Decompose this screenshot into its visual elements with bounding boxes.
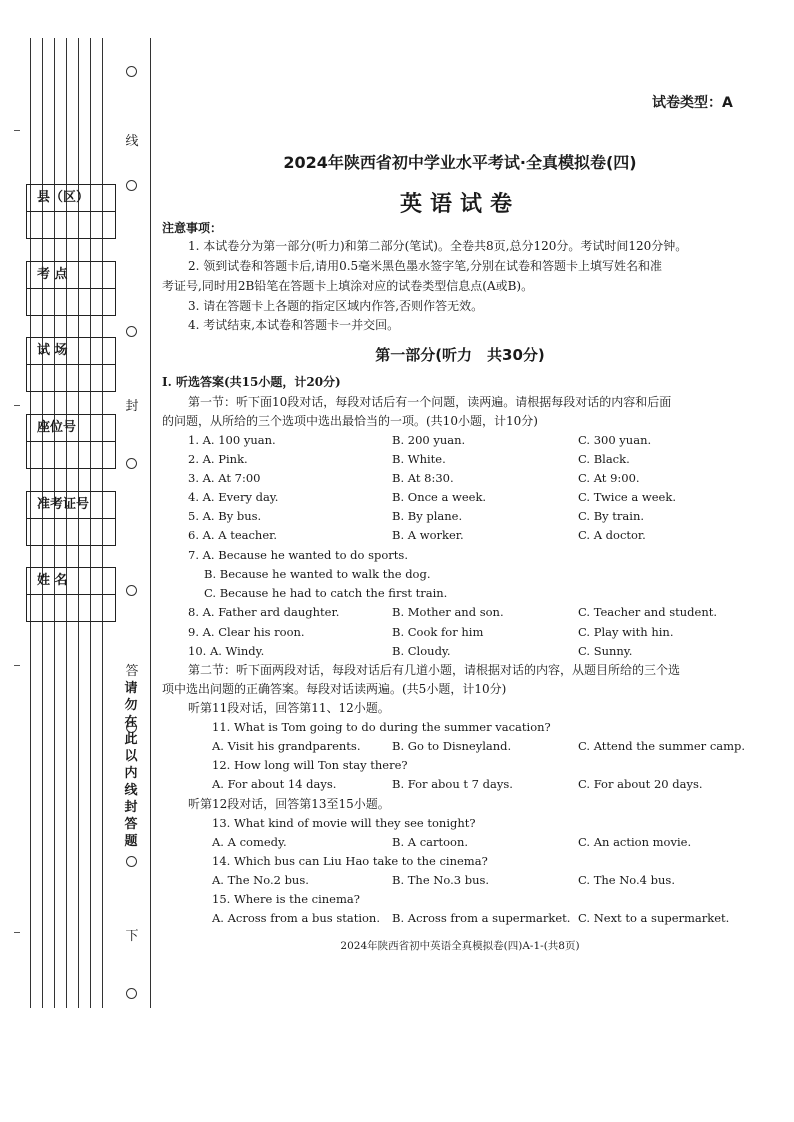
label-text: 姓 名 bbox=[37, 573, 68, 588]
option-a[interactable]: 10. A. Windy. bbox=[188, 644, 265, 658]
field-label bbox=[27, 492, 115, 519]
binding-hole bbox=[126, 585, 137, 596]
page-footer: 2024年陕西省初中英语全真模拟卷(四)A-1-(共8页) bbox=[340, 940, 580, 952]
field-input-box[interactable] bbox=[27, 442, 115, 468]
option-c[interactable]: C. 300 yuan. bbox=[578, 433, 652, 447]
field-label bbox=[27, 338, 115, 365]
option-b[interactable]: B. At 8:30. bbox=[392, 471, 454, 485]
note-item: 2. 领到试卷和答题卡后,请用0.5毫米黑色墨水签字笔,分别在试卷和答题卡上填写姓名和准 bbox=[188, 259, 662, 273]
field-name bbox=[26, 567, 116, 622]
option-b[interactable]: B. A cartoon. bbox=[392, 835, 469, 849]
binding-warning: 请 勿 在 此 以 内 线 封 答 题 bbox=[124, 681, 138, 849]
binding-line-mark: 线 bbox=[125, 134, 139, 149]
option-c[interactable]: C. At 9:00. bbox=[578, 471, 640, 485]
option-a[interactable]: 8. A. Father ard daughter. bbox=[188, 605, 340, 619]
field-label bbox=[27, 262, 115, 289]
option-c[interactable]: C. By train. bbox=[578, 509, 645, 523]
option-a[interactable]: A. A comedy. bbox=[212, 835, 287, 849]
part1-title: 第一部分(听力 共30分) bbox=[375, 346, 545, 364]
option-b[interactable]: B. Once a week. bbox=[392, 490, 487, 504]
option-c[interactable]: C. Black. bbox=[578, 452, 630, 466]
option-a[interactable]: 4. A. Every day. bbox=[188, 490, 279, 504]
option-b[interactable]: B. By plane. bbox=[392, 509, 463, 523]
binding-hole bbox=[126, 988, 137, 999]
question-stem: 12. How long will Ton stay there? bbox=[212, 758, 408, 772]
field-label bbox=[27, 185, 115, 212]
option-a[interactable]: 7. A. Because he wanted to do sports. bbox=[188, 548, 408, 562]
section1-instructions: 的问题，从所给的三个选项中选出最恰当的一项。(共10小题，计10分) bbox=[162, 414, 538, 428]
label-text: 试 场 bbox=[37, 343, 68, 358]
option-b[interactable]: B. A worker. bbox=[392, 528, 464, 542]
label-text: 县（区） bbox=[37, 190, 90, 205]
option-b[interactable]: B. Go to Disneyland. bbox=[392, 739, 512, 753]
section2-instructions: 第二节：听下面两段对话，每段对话后有几道小题，请根据对话的内容，从题目所给的三个选 bbox=[188, 663, 681, 677]
option-c[interactable]: C. Attend the summer camp. bbox=[578, 739, 746, 753]
binding-hole bbox=[126, 180, 137, 191]
option-c[interactable]: C. Next to a supermarket. bbox=[578, 911, 730, 925]
field-seat-number bbox=[26, 414, 116, 469]
option-c[interactable]: C. Twice a week. bbox=[578, 490, 676, 504]
option-c[interactable]: C. An action movie. bbox=[578, 835, 692, 849]
section2-instructions: 项中选出问题的正确答案。每段对话读两遍。(共5小题，计10分) bbox=[162, 682, 507, 696]
question-stem: 13. What kind of movie will they see tonight? bbox=[212, 816, 476, 830]
option-b[interactable]: B. White. bbox=[392, 452, 446, 466]
option-a[interactable]: A. The No.2 bus. bbox=[212, 873, 309, 887]
option-b[interactable]: B. Cook for him bbox=[392, 625, 484, 639]
option-b[interactable]: B. Cloudy. bbox=[392, 644, 451, 658]
label-text: 座位号 bbox=[37, 420, 77, 435]
note-item: 1. 本试卷分为第一部分(听力)和第二部分(笔试)。全卷共8页,总分120分。考试时间120分钟。 bbox=[188, 239, 688, 253]
note-item: 3. 请在答题卡上各题的指定区域内作答,否则作答无效。 bbox=[188, 299, 484, 313]
binding-seal-mark: 封 bbox=[125, 399, 139, 414]
field-input-box[interactable] bbox=[27, 365, 115, 391]
option-a[interactable]: 9. A. Clear his roon. bbox=[188, 625, 305, 639]
exam-title: 2024年陕西省初中学业水平考试·全真模拟卷(四) bbox=[283, 153, 637, 172]
option-a[interactable]: A. For about 14 days. bbox=[212, 777, 337, 791]
option-c[interactable]: C. A doctor. bbox=[578, 528, 646, 542]
option-b[interactable]: B. Because he wanted to walk the dog. bbox=[204, 567, 431, 581]
note-item: 考证号,同时用2B铅笔在答题卡上填涂对应的试卷类型信息点(A或B)。 bbox=[162, 279, 534, 293]
subject-title: 英语试卷 bbox=[399, 192, 520, 217]
option-a[interactable]: 2. A. Pink. bbox=[188, 452, 248, 466]
field-input-box[interactable] bbox=[27, 595, 115, 621]
section-title: Ⅰ. 听选答案(共15小题，计20分) bbox=[162, 375, 341, 389]
binding-hole bbox=[126, 458, 137, 469]
option-b[interactable]: B. 200 yuan. bbox=[392, 433, 466, 447]
binding-answer-mark: 答 bbox=[125, 664, 139, 679]
binding-margin bbox=[112, 30, 152, 1020]
question-stem: 15. Where is the cinema? bbox=[212, 892, 360, 906]
option-c[interactable]: C. For about 20 days. bbox=[578, 777, 703, 791]
option-c[interactable]: C. Teacher and student. bbox=[578, 605, 718, 619]
option-a[interactable]: 6. A. A teacher. bbox=[188, 528, 278, 542]
question-stem: 14. Which bus can Liu Hao take to the cinema? bbox=[212, 854, 488, 868]
field-county bbox=[26, 184, 116, 239]
binding-hole bbox=[126, 326, 137, 337]
label-text: 准考证号 bbox=[37, 497, 90, 512]
field-label bbox=[27, 568, 115, 595]
option-a[interactable]: 1. A. 100 yuan. bbox=[188, 433, 276, 447]
option-c[interactable]: C. Because he had to catch the first train. bbox=[204, 586, 448, 600]
note-item: 4. 考试结束,本试卷和答题卡一并交回。 bbox=[188, 318, 400, 332]
binding-hole bbox=[126, 856, 137, 867]
field-exam-room bbox=[26, 337, 116, 392]
option-b[interactable]: B. The No.3 bus. bbox=[392, 873, 490, 887]
option-b[interactable]: B. Mother and son. bbox=[392, 605, 504, 619]
question-stem: 11. What is Tom going to do during the summer vacation? bbox=[212, 720, 551, 734]
option-c[interactable]: C. Sunny. bbox=[578, 644, 633, 658]
option-a[interactable]: A. Across from a bus station. bbox=[212, 911, 380, 925]
field-input-box[interactable] bbox=[27, 289, 115, 315]
option-a[interactable]: 3. A. At 7:00 bbox=[188, 471, 261, 485]
label-text: 考 点 bbox=[37, 267, 68, 282]
option-c[interactable]: C. The No.4 bus. bbox=[578, 873, 675, 887]
field-exam-site bbox=[26, 261, 116, 316]
option-a[interactable]: 5. A. By bus. bbox=[188, 509, 262, 523]
field-input-box[interactable] bbox=[27, 212, 115, 238]
dialog-instruction: 听第12段对话，回答第13至15小题。 bbox=[188, 797, 390, 811]
dialog-instruction: 听第11段对话，回答第11、12小题。 bbox=[188, 701, 390, 715]
field-input-box[interactable] bbox=[27, 519, 115, 545]
option-b[interactable]: B. For abou t 7 days. bbox=[392, 777, 513, 791]
option-b[interactable]: B. Across from a supermarket. bbox=[392, 911, 571, 925]
option-a[interactable]: A. Visit his grandparents. bbox=[212, 739, 361, 753]
paper-type: 试卷类型：A bbox=[652, 95, 733, 111]
binding-under-mark: 下 bbox=[125, 929, 139, 944]
field-label bbox=[27, 415, 115, 442]
binding-hole bbox=[126, 66, 137, 77]
section1-instructions: 第一节：听下面10段对话，每段对话后有一个问题，读两遍。请根据每段对话的内容和后面 bbox=[188, 395, 672, 409]
field-admission-number bbox=[26, 491, 116, 546]
option-c[interactable]: C. Play with hin. bbox=[578, 625, 674, 639]
notes-heading: 注意事项： bbox=[162, 221, 223, 235]
